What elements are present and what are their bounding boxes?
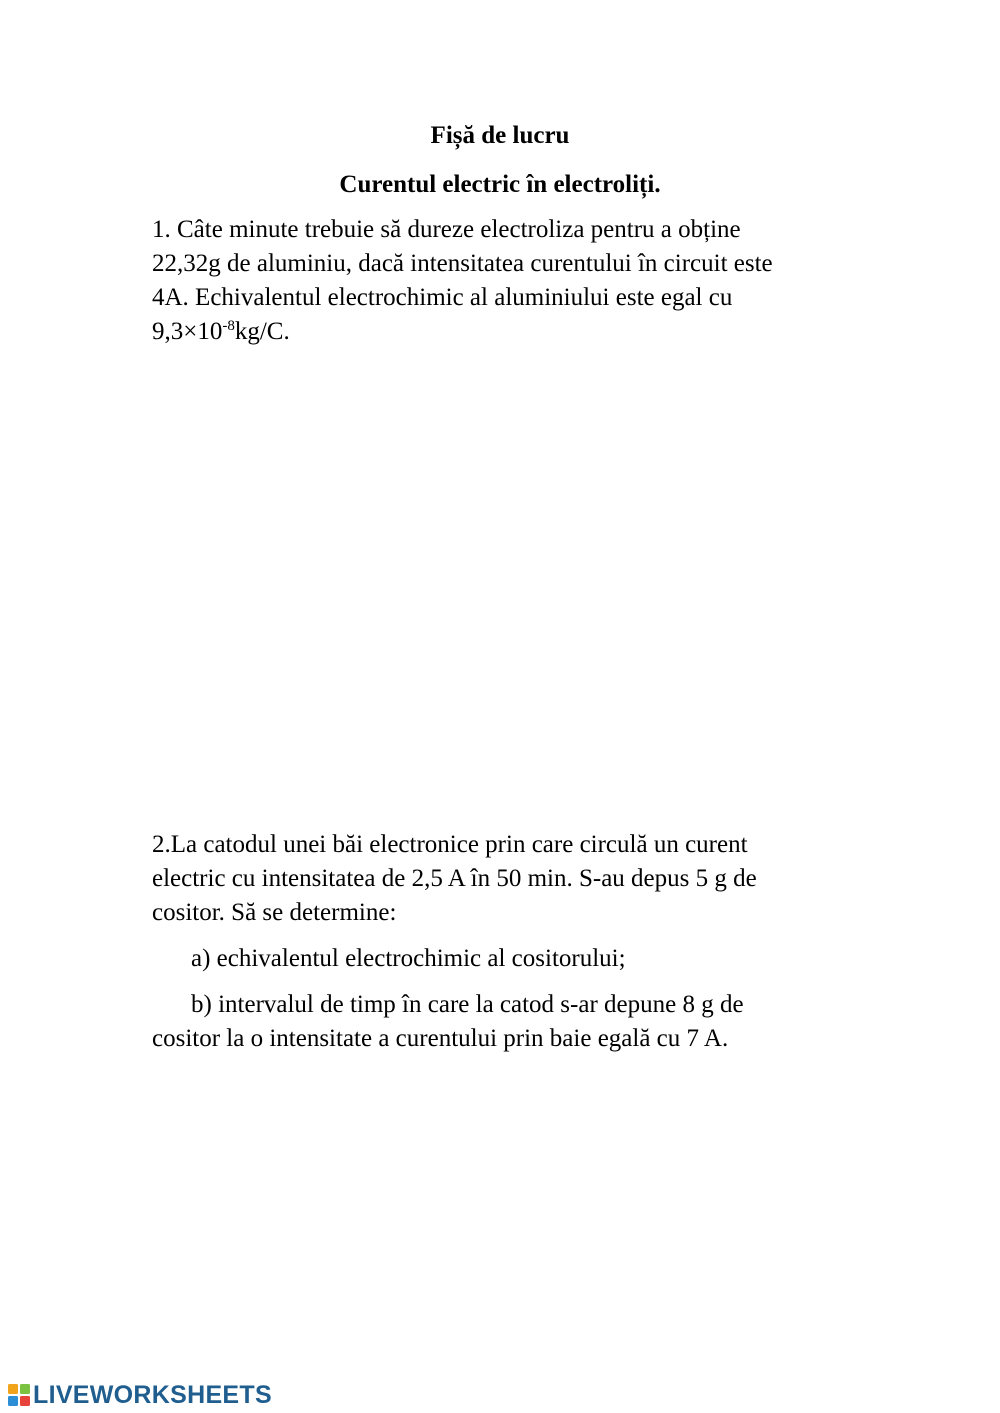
problem-1-line: 1. Câte minute trebuie să dureze electroliza pentru a obține bbox=[152, 216, 741, 243]
problem-2 bbox=[152, 828, 852, 930]
problem-2-line: cositor. Să se determine: bbox=[152, 899, 397, 926]
problem-2-line: electric cu intensitatea de 2,5 A în 50 min. S-au depus 5 g de bbox=[152, 865, 757, 892]
value-exponent: -8 bbox=[222, 318, 235, 334]
problem-1-line: 22,32g de aluminiu, dacă intensitatea curentului în circuit este bbox=[152, 250, 773, 277]
item-b-line: cositor la o intensitate a curentului prin baie egală cu 7 A. bbox=[152, 1025, 729, 1052]
problem-2-item-a bbox=[152, 942, 852, 976]
problem-2-item-b bbox=[152, 988, 852, 1056]
liveworksheets-logo-icon bbox=[8, 1384, 30, 1406]
worksheet-title: Fișă de lucru bbox=[430, 122, 570, 149]
item-b-line: b) intervalul de timp în care la catod s-ar depune 8 g de bbox=[191, 991, 744, 1018]
value-base: 9,3×10 bbox=[152, 318, 223, 345]
problem-1 bbox=[152, 213, 852, 349]
liveworksheets-logo bbox=[8, 1381, 272, 1409]
item-a-text: a) echivalentul electrochimic al cositorului; bbox=[191, 945, 626, 972]
problem-1-value-line bbox=[152, 315, 852, 349]
problem-1-line: 4A. Echivalentul electrochimic al aluminiului este egal cu bbox=[152, 284, 733, 311]
value-unit: kg/C. bbox=[234, 318, 290, 345]
topic-title: Curentul electric în electroliți. bbox=[339, 171, 661, 198]
logo-text: LIVEWORKSHEETS bbox=[33, 1381, 272, 1409]
problem-2-line: 2.La catodul unei băi electronice prin care circulă un curent bbox=[152, 831, 748, 858]
